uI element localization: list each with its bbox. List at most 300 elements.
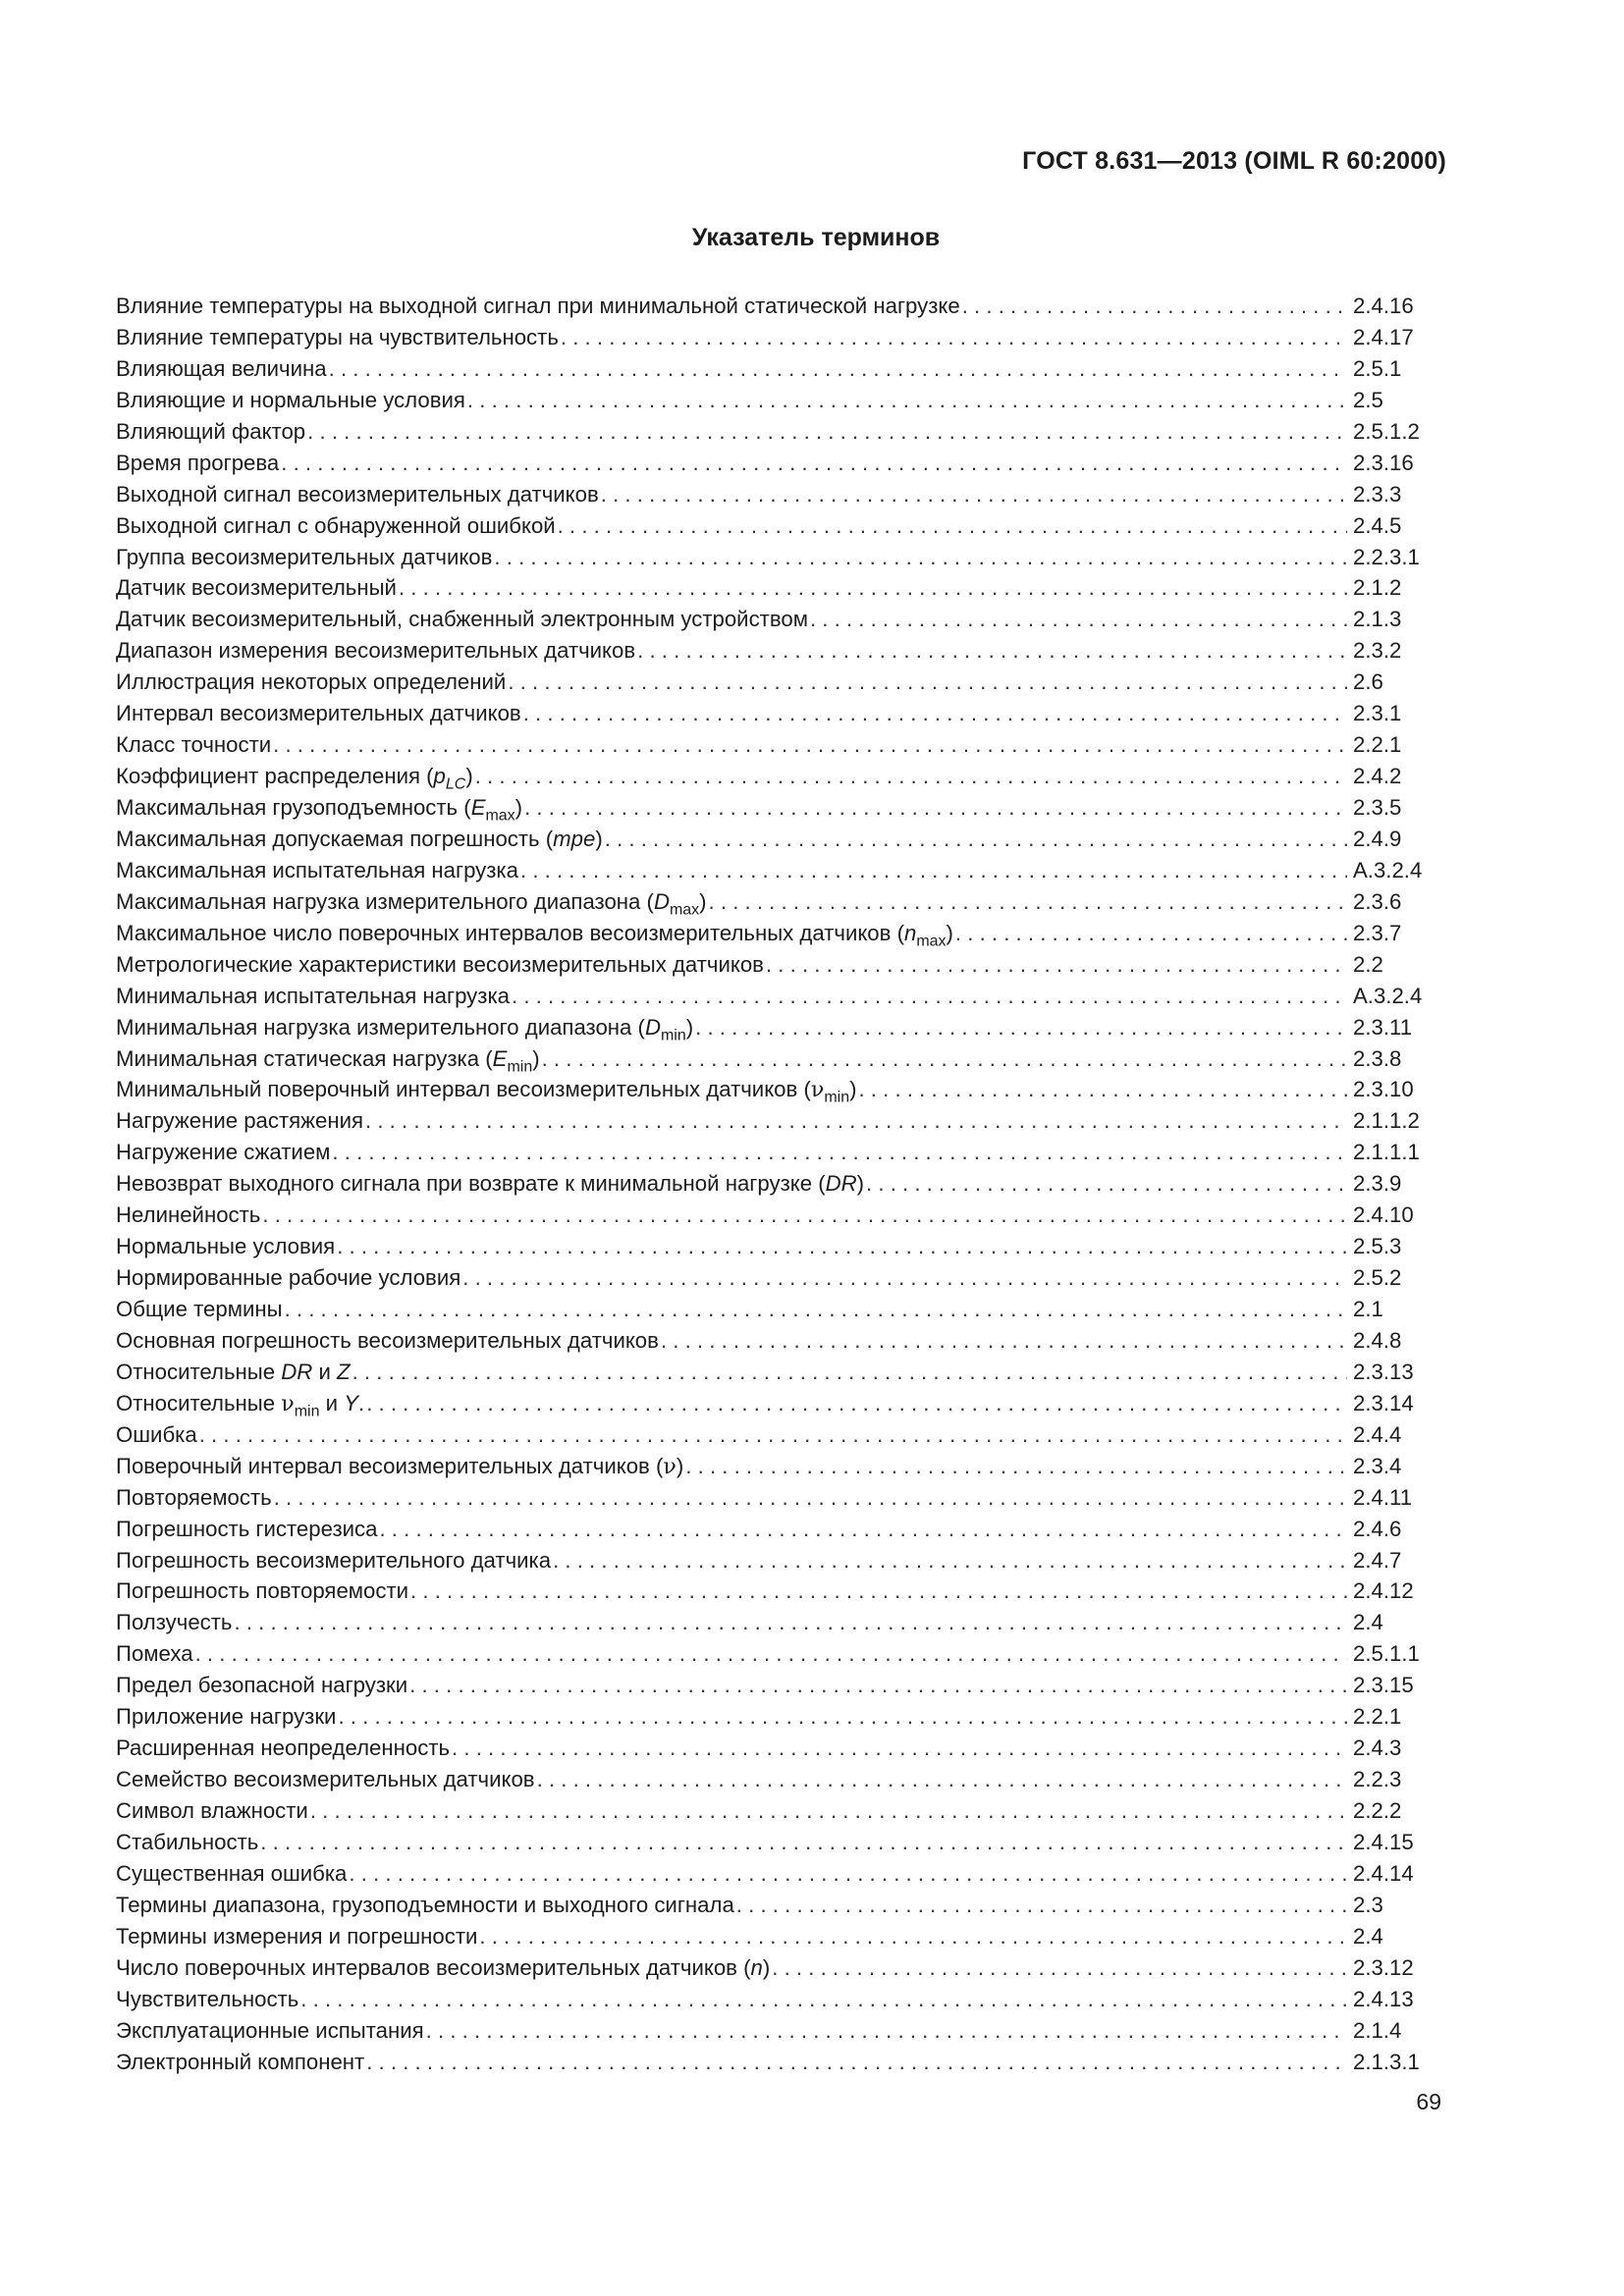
index-term xyxy=(116,1294,283,1325)
dot-leader xyxy=(199,1419,1347,1451)
index-entry xyxy=(116,1670,1432,1701)
index-term xyxy=(116,1482,272,1514)
index-entry xyxy=(116,1482,1432,1514)
term-text: Стабильность xyxy=(116,1829,259,1854)
term-text: Погрешность повторяемости xyxy=(116,1578,409,1604)
term-text: Относительные xyxy=(116,1390,282,1415)
term-symbol: E xyxy=(470,795,486,820)
dot-leader xyxy=(234,1607,1347,1638)
section-reference: 2.4.8 xyxy=(1353,1327,1402,1353)
index-term xyxy=(116,1545,551,1576)
index-entry xyxy=(116,1607,1432,1638)
term-symbol: E xyxy=(492,1045,508,1071)
term-text-tail: ) xyxy=(595,826,603,851)
section-reference: 2.4.16 xyxy=(1353,294,1414,318)
section-reference: 2.5.1.2 xyxy=(1353,418,1420,444)
index-entry xyxy=(116,981,1432,1012)
dot-leader xyxy=(274,1482,1347,1514)
index-term xyxy=(116,824,603,855)
index-entry xyxy=(116,1827,1432,1858)
term-text: Относительные xyxy=(116,1359,282,1384)
term-text: Датчик весоизмерительный xyxy=(116,575,397,601)
dot-leader xyxy=(273,729,1347,761)
index-term xyxy=(116,1514,377,1545)
section-reference: 2.4.6 xyxy=(1353,1516,1402,1541)
index-term xyxy=(116,1607,232,1638)
dot-leader xyxy=(512,981,1347,1012)
index-term xyxy=(116,2047,364,2078)
term-symbol: n xyxy=(750,1954,763,1980)
index-term xyxy=(116,604,808,635)
term-text-tail: и xyxy=(312,1359,338,1384)
index-term xyxy=(116,761,473,792)
index-term xyxy=(116,949,764,981)
index-term xyxy=(116,416,305,448)
index-term xyxy=(116,542,492,573)
index-entry xyxy=(116,479,1432,510)
dot-leader xyxy=(379,1514,1347,1545)
section-reference: 2.3.8 xyxy=(1353,1045,1402,1071)
index-entry xyxy=(116,1200,1432,1231)
index-entry xyxy=(116,542,1432,573)
section-reference: 2.1 xyxy=(1353,1297,1383,1321)
index-term xyxy=(116,1388,364,1419)
term-text: Максимальное число поверочных интервалов весоизмерительных датчиков ( xyxy=(116,920,904,945)
section-reference: 2.3.15 xyxy=(1353,1673,1414,1698)
term-text: Максимальная нагрузка измерительного диапазона ( xyxy=(116,888,654,914)
index-entry xyxy=(116,1168,1432,1200)
index-entry xyxy=(116,729,1432,761)
dot-leader xyxy=(310,1795,1347,1827)
section-reference: 2.5.3 xyxy=(1353,1234,1402,1259)
term-text: Выходной сигнал весоизмерительных датчиков xyxy=(116,481,599,507)
section-reference: 2.4.13 xyxy=(1353,1986,1414,2011)
index-term xyxy=(116,1952,770,1984)
index-term xyxy=(116,729,271,761)
index-term xyxy=(116,1890,734,1921)
index-term xyxy=(116,1168,864,1200)
index-term xyxy=(116,1231,335,1262)
dot-leader xyxy=(637,635,1347,667)
term-text: Существенная ошибка xyxy=(116,1860,348,1886)
dot-leader xyxy=(281,448,1347,479)
index-term xyxy=(116,792,522,824)
index-term xyxy=(116,1638,193,1670)
dot-leader xyxy=(260,1827,1347,1858)
index-entry xyxy=(116,1043,1432,1075)
term-subscript: max xyxy=(485,807,515,824)
dot-leader xyxy=(332,1137,1347,1168)
dot-leader xyxy=(955,918,1347,949)
index-entry xyxy=(116,448,1432,479)
term-symbol: Z xyxy=(337,1359,351,1384)
index-entry xyxy=(116,1514,1432,1545)
index-entry xyxy=(116,1074,1432,1105)
dot-leader xyxy=(736,1890,1347,1921)
term-index xyxy=(116,291,1432,2077)
term-symbol: mpe xyxy=(553,826,596,851)
term-text-tail: ) xyxy=(762,1954,771,1980)
dot-leader xyxy=(553,1545,1347,1576)
term-text: Общие термины xyxy=(116,1297,283,1321)
term-text-tail: ) xyxy=(676,1453,684,1478)
term-symbol: p xyxy=(433,764,446,789)
term-subscript: min xyxy=(294,1403,320,1419)
index-entry xyxy=(116,1294,1432,1325)
term-text: Ошибка xyxy=(116,1421,197,1447)
index-term xyxy=(116,1451,683,1482)
dot-leader xyxy=(766,949,1347,981)
index-entry xyxy=(116,510,1432,542)
term-text-tail: ) xyxy=(465,764,473,789)
term-text: Электронный компонент xyxy=(116,2049,365,2074)
term-text: Влияние температуры на выходной сигнал при минимальной статической нагрузке xyxy=(116,294,960,318)
term-text: Иллюстрация некоторых определений xyxy=(116,669,507,695)
index-entry xyxy=(116,1701,1432,1733)
index-term xyxy=(116,1827,258,1858)
index-entry xyxy=(116,1733,1432,1764)
term-text: Расширенная неопределенность xyxy=(116,1735,451,1761)
term-subscript: max xyxy=(916,933,947,949)
index-entry xyxy=(116,824,1432,855)
term-text: Влияющий фактор xyxy=(116,418,306,444)
dot-leader xyxy=(399,572,1347,604)
index-term xyxy=(116,1795,308,1827)
index-entry xyxy=(116,1137,1432,1168)
section-reference: 2.5.1.1 xyxy=(1353,1641,1420,1667)
index-entry xyxy=(116,949,1432,981)
dot-leader xyxy=(685,1451,1347,1482)
term-text: Интервал весоизмерительных датчиков xyxy=(116,701,521,726)
term-greek-symbol: ν xyxy=(281,1390,295,1416)
section-reference: 2.3.11 xyxy=(1353,1014,1413,1040)
section-reference: 2.1.2 xyxy=(1353,575,1402,601)
section-reference: 2.2.2 xyxy=(1353,1798,1402,1823)
index-term xyxy=(116,1764,535,1795)
dot-leader xyxy=(810,604,1347,635)
dot-leader xyxy=(605,824,1347,855)
term-text: Невозврат выходного сигнала при возврате к минимальной нагрузке ( xyxy=(116,1171,826,1197)
section-reference: 2.4.2 xyxy=(1353,764,1402,789)
index-entry xyxy=(116,2047,1432,2078)
index-term xyxy=(116,1012,693,1043)
section-reference: 2.4 xyxy=(1353,1610,1383,1635)
section-reference: 2.3.10 xyxy=(1353,1077,1414,1102)
index-entry xyxy=(116,761,1432,792)
term-text: Термины диапазона, грузоподъемности и выходного сигнала xyxy=(116,1892,734,1917)
index-entry xyxy=(116,1357,1432,1388)
term-text-tail: ) xyxy=(946,920,953,945)
section-reference: 2.3.3 xyxy=(1353,481,1402,507)
dot-leader xyxy=(695,1012,1347,1043)
index-entry xyxy=(116,1545,1432,1576)
term-text: Ползучесть xyxy=(116,1610,233,1635)
section-reference: 2.4.11 xyxy=(1353,1484,1413,1510)
index-term xyxy=(116,572,397,604)
dot-leader xyxy=(195,1638,1347,1670)
dot-leader xyxy=(410,1575,1347,1607)
dot-leader xyxy=(452,1733,1347,1764)
term-symbol: Y xyxy=(344,1390,359,1415)
index-term xyxy=(116,918,953,949)
term-text: Приложение нагрузки xyxy=(116,1704,337,1730)
dot-leader xyxy=(409,1670,1347,1701)
section-reference: 2.4.9 xyxy=(1353,826,1402,851)
section-reference: 2.1.3 xyxy=(1353,607,1402,632)
index-term xyxy=(116,1670,407,1701)
index-term xyxy=(116,1325,659,1357)
term-symbol: DR xyxy=(825,1171,857,1197)
index-term xyxy=(116,1419,197,1451)
dot-leader xyxy=(462,1262,1347,1294)
index-term xyxy=(116,385,465,416)
term-text-tail: ) xyxy=(699,888,707,914)
section-reference: 2.4.12 xyxy=(1353,1578,1414,1604)
term-text-tail: ) xyxy=(532,1045,540,1071)
index-entry xyxy=(116,1921,1432,1952)
term-text: Диапазон измерения весоизмерительных датчиков xyxy=(116,638,636,664)
dot-leader xyxy=(524,792,1347,824)
index-entry xyxy=(116,1984,1432,2015)
index-entry xyxy=(116,1419,1432,1451)
index-title: Указатель терминов xyxy=(691,224,941,251)
index-term xyxy=(116,1043,540,1075)
index-term xyxy=(116,1137,330,1168)
term-text: Максимальная допускаемая погрешность ( xyxy=(116,826,554,851)
section-reference: 2.2 xyxy=(1353,951,1383,977)
term-text: Время прогрева xyxy=(116,450,280,475)
section-reference: 2.3.2 xyxy=(1353,638,1402,664)
term-greek-symbol: ν xyxy=(663,1453,677,1479)
section-reference: 2.2.3.1 xyxy=(1353,544,1420,569)
index-entry xyxy=(116,1952,1432,1984)
index-entry xyxy=(116,1890,1432,1921)
index-term xyxy=(116,291,960,322)
index-entry xyxy=(116,1795,1432,1827)
term-text: Выходной сигнал с обнаруженной ошибкой xyxy=(116,512,556,538)
index-entry xyxy=(116,572,1432,604)
term-subscript: min xyxy=(824,1090,850,1106)
section-reference: 2.3.6 xyxy=(1353,888,1402,914)
dot-leader xyxy=(365,1105,1347,1137)
term-subscript: min xyxy=(660,1027,686,1043)
index-entry xyxy=(116,291,1432,322)
page-number: 69 xyxy=(1416,2089,1441,2114)
index-term xyxy=(116,448,279,479)
index-term xyxy=(116,1105,363,1137)
term-text: Число поверочных интервалов весоизмерительных датчиков ( xyxy=(116,1954,751,1980)
section-reference: 2.4.10 xyxy=(1353,1202,1414,1228)
term-text: Влияние температуры на чувствительность xyxy=(116,324,559,349)
dot-leader xyxy=(772,1952,1347,1984)
section-reference: 2.2.1 xyxy=(1353,1704,1402,1730)
index-entry xyxy=(116,635,1432,667)
term-text: Максимальная грузоподъемность ( xyxy=(116,795,471,820)
term-text: Влияющие и нормальные условия xyxy=(116,387,465,412)
section-reference: 2.5.2 xyxy=(1353,1265,1402,1291)
term-text: Эксплуатационные испытания xyxy=(116,2017,424,2043)
dot-leader xyxy=(349,1858,1347,1890)
dot-leader xyxy=(558,510,1347,542)
index-entry xyxy=(116,1325,1432,1357)
section-reference: 2.5 xyxy=(1353,387,1383,412)
section-reference: 2.3 xyxy=(1353,1892,1383,1917)
term-text: Максимальная испытательная нагрузка xyxy=(116,857,518,882)
index-term xyxy=(116,1733,450,1764)
index-entry xyxy=(116,1638,1432,1670)
index-entry xyxy=(116,416,1432,448)
index-term xyxy=(116,1262,460,1294)
term-text-tail: ) xyxy=(685,1014,694,1040)
term-text: Основная погрешность весоизмерительных датчиков xyxy=(116,1327,659,1353)
dot-leader xyxy=(601,479,1347,510)
term-text-tail: ) xyxy=(856,1171,865,1197)
index-entry xyxy=(116,2015,1432,2047)
term-text: Датчик весоизмерительный, снабженный электронным устройством xyxy=(116,607,808,632)
section-reference: А.3.2.4 xyxy=(1353,857,1423,882)
section-reference: 2.1.3.1 xyxy=(1353,2049,1420,2074)
term-text: Влияющая величина xyxy=(116,355,327,381)
section-reference: 2.1.1.1 xyxy=(1353,1140,1420,1165)
term-greek-symbol: ν xyxy=(810,1077,825,1103)
term-subscript: max xyxy=(669,901,700,918)
index-term xyxy=(116,353,327,385)
index-entry xyxy=(116,385,1432,416)
index-term xyxy=(116,322,559,353)
term-text: Минимальный поверочный интервал весоизмерительных датчиков ( xyxy=(116,1077,811,1102)
dot-leader xyxy=(338,1701,1347,1733)
index-entry xyxy=(116,1575,1432,1607)
term-text-tail: ) xyxy=(849,1077,857,1102)
section-reference: 2.3.4 xyxy=(1353,1453,1402,1478)
term-text-tail: . xyxy=(358,1390,365,1415)
index-entry xyxy=(116,604,1432,635)
term-text: Нелинейность xyxy=(116,1202,261,1228)
dot-leader xyxy=(300,1984,1347,2015)
index-entry xyxy=(116,667,1432,698)
dot-leader xyxy=(366,1388,1347,1419)
dot-leader xyxy=(661,1325,1347,1357)
index-term xyxy=(116,1984,298,2015)
index-entry xyxy=(116,886,1432,918)
index-entry xyxy=(116,1105,1432,1137)
index-term xyxy=(116,1074,856,1105)
section-reference: 2.4.15 xyxy=(1353,1829,1414,1854)
section-reference: 2.3.14 xyxy=(1353,1390,1414,1415)
index-term xyxy=(116,479,599,510)
section-reference: 2.2.3 xyxy=(1353,1767,1402,1792)
term-text: Нагружение растяжения xyxy=(116,1108,364,1134)
dot-leader xyxy=(467,385,1347,416)
term-text: Термины измерения и погрешности xyxy=(116,1923,478,1949)
dot-leader xyxy=(479,1921,1347,1952)
index-term xyxy=(116,2015,424,2047)
term-text: Нормальные условия xyxy=(116,1234,336,1259)
term-text: Поверочный интервал весоизмерительных датчиков ( xyxy=(116,1453,664,1478)
dot-leader xyxy=(262,1200,1347,1231)
term-text: Минимальная нагрузка измерительного диапазона ( xyxy=(116,1014,645,1040)
section-reference: 2.1.4 xyxy=(1353,2017,1402,2043)
term-symbol: n xyxy=(904,920,917,945)
index-entry xyxy=(116,1388,1432,1419)
section-reference: 2.3.12 xyxy=(1353,1954,1414,1980)
index-entry xyxy=(116,1451,1432,1482)
index-term xyxy=(116,1858,347,1890)
section-reference: 2.3.13 xyxy=(1353,1359,1414,1384)
section-reference: 2.2.1 xyxy=(1353,732,1402,758)
term-text: Минимальная статическая нагрузка ( xyxy=(116,1045,493,1071)
index-term xyxy=(116,886,707,918)
dot-leader xyxy=(366,2047,1347,2078)
index-term xyxy=(116,1701,336,1733)
index-entry xyxy=(116,918,1432,949)
section-reference: 2.4.4 xyxy=(1353,1421,1402,1447)
term-text: Коэффициент распределения ( xyxy=(116,764,434,789)
index-entry xyxy=(116,698,1432,729)
index-entry xyxy=(116,1764,1432,1795)
document-header: ГОСТ 8.631—2013 (OIML R 60:2000) xyxy=(1022,147,1446,175)
index-term xyxy=(116,1575,408,1607)
term-text: Нагружение сжатием xyxy=(116,1140,331,1165)
term-text: Погрешность весоизмерительного датчика xyxy=(116,1547,552,1573)
dot-leader xyxy=(858,1074,1347,1105)
index-term xyxy=(116,698,521,729)
section-reference: 2.4 xyxy=(1353,1923,1383,1949)
dot-leader xyxy=(709,886,1347,918)
index-term xyxy=(116,981,510,1012)
term-symbol: D xyxy=(653,888,670,914)
index-entry xyxy=(116,1231,1432,1262)
section-reference: 2.6 xyxy=(1353,669,1383,695)
dot-leader xyxy=(494,542,1347,573)
term-text-tail: ) xyxy=(514,795,523,820)
section-reference: А.3.2.4 xyxy=(1353,983,1423,1008)
section-reference: 2.5.1 xyxy=(1353,355,1402,381)
dot-leader xyxy=(307,416,1347,448)
dot-leader xyxy=(285,1294,1347,1325)
index-entry xyxy=(116,855,1432,886)
term-symbol: D xyxy=(644,1014,661,1040)
term-subscript: min xyxy=(507,1058,533,1075)
index-entry xyxy=(116,1858,1432,1890)
index-entry xyxy=(116,1262,1432,1294)
dot-leader xyxy=(866,1168,1347,1200)
dot-leader xyxy=(475,761,1347,792)
term-text: Чувствительность xyxy=(116,1986,299,2011)
term-symbol: DR xyxy=(281,1359,313,1384)
term-text: Нормированные рабочие условия xyxy=(116,1265,461,1291)
index-entry xyxy=(116,353,1432,385)
dot-leader xyxy=(962,291,1347,322)
term-text: Метрологические характеристики весоизмерительных датчиков xyxy=(116,951,764,977)
section-reference: 2.4.17 xyxy=(1353,324,1414,349)
term-text-tail: и xyxy=(319,1390,345,1415)
section-reference: 2.3.16 xyxy=(1353,450,1414,475)
index-entry xyxy=(116,792,1432,824)
term-text: Класс точности xyxy=(116,732,272,758)
section-reference: 2.3.7 xyxy=(1353,920,1402,945)
index-term xyxy=(116,510,556,542)
section-reference: 2.1.1.2 xyxy=(1353,1108,1420,1134)
section-reference: 2.4.7 xyxy=(1353,1547,1402,1573)
section-reference: 2.4.14 xyxy=(1353,1860,1414,1886)
index-entry xyxy=(116,1012,1432,1043)
dot-leader xyxy=(561,322,1347,353)
dot-leader xyxy=(329,353,1347,385)
section-reference: 2.3.9 xyxy=(1353,1171,1402,1197)
dot-leader xyxy=(537,1764,1347,1795)
index-term xyxy=(116,1200,260,1231)
